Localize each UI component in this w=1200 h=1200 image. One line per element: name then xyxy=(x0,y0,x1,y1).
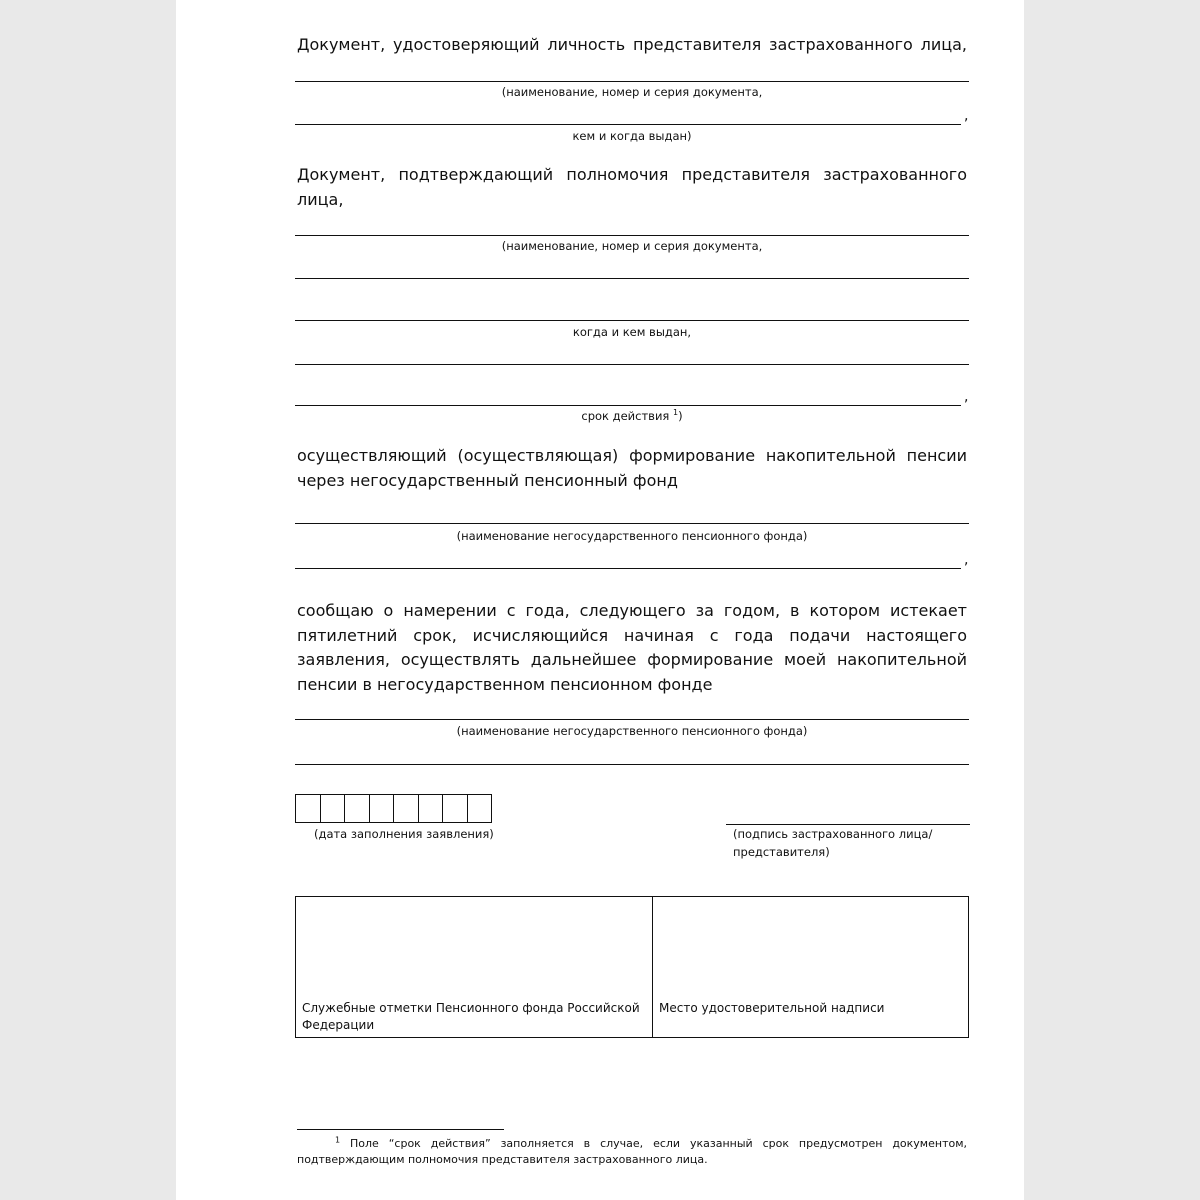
paragraph-pension-formation: осуществляющий (осуществляющая) формирование накопительной пенсии через негосударственный пенсионный фонд xyxy=(297,446,967,490)
date-cell[interactable] xyxy=(393,794,419,823)
date-cell[interactable] xyxy=(418,794,444,823)
box-divider xyxy=(652,897,653,1037)
caption-fund-name: (наименование негосударственного пенсионного фонда) xyxy=(456,529,808,543)
paragraph-intention: сообщаю о намерении с года, следующего за годом, в котором истекает пятилетний срок, исчисляющийся начиная с года подачи настоящего заявления, осуществлять дальнейшее формирование моей накопительной пенсии в негосударственном пенсионном фонде xyxy=(297,601,967,694)
service-marks-box xyxy=(295,896,969,1038)
input-line-authority-5[interactable] xyxy=(295,405,961,406)
date-cell[interactable] xyxy=(442,794,468,823)
caption-validity-text: срок действия xyxy=(581,409,670,423)
date-cell[interactable] xyxy=(320,794,346,823)
input-line-new-fund-1[interactable] xyxy=(295,719,969,720)
caption-id-issued: кем и когда выдан) xyxy=(572,129,692,143)
footnote xyxy=(297,1136,967,1168)
input-line-fund-2[interactable] xyxy=(295,568,961,569)
caption-new-fund-name: (наименование негосударственного пенсионного фонда) xyxy=(456,724,808,738)
footnote-mark: 1 xyxy=(335,1135,341,1145)
comma-mark: , xyxy=(964,108,969,124)
footnote-separator xyxy=(297,1129,504,1130)
date-cell[interactable] xyxy=(467,794,493,823)
input-line-fund-1[interactable] xyxy=(295,523,969,524)
caption-id-document: (наименование, номер и серия документа, xyxy=(501,85,763,99)
input-line-id-document[interactable] xyxy=(295,81,969,82)
date-cell[interactable] xyxy=(295,794,321,823)
pfr-marks-label: Служебные отметки Пенсионного фонда Российской Федерации xyxy=(302,1001,640,1032)
caption-validity-end: ) xyxy=(678,409,683,423)
input-line-id-issued[interactable] xyxy=(295,124,961,125)
input-line-authority-3[interactable] xyxy=(295,320,969,321)
certification-place-label: Место удостоверительной надписи xyxy=(659,1001,885,1015)
caption-authority-document: (наименование, номер и серия документа, xyxy=(501,239,763,253)
paragraph-representative-id: Документ, удостоверяющий личность представителя застрахованного лица, xyxy=(297,35,967,54)
caption-authority-issued: когда и кем выдан, xyxy=(572,325,692,339)
footnote-text: Поле “срок действия” заполняется в случае, если указанный срок предусмотрен документом, подтверждающим полномочия представителя застрахованного лица. xyxy=(297,1137,968,1166)
date-cell[interactable] xyxy=(369,794,395,823)
input-line-authority-1[interactable] xyxy=(295,235,969,236)
date-cell[interactable] xyxy=(344,794,370,823)
date-caption: (дата заполнения заявления) xyxy=(314,827,494,841)
footnote-ref: 1 xyxy=(673,408,679,418)
date-cells[interactable] xyxy=(295,794,492,823)
document-page xyxy=(176,0,1024,1200)
input-line-authority-4[interactable] xyxy=(295,364,969,365)
input-line-new-fund-2[interactable] xyxy=(295,764,969,765)
signature-caption: (подпись застрахованного лица/ представителя) xyxy=(733,827,933,859)
comma-mark: , xyxy=(964,389,969,405)
caption-validity xyxy=(295,409,969,423)
input-line-authority-2[interactable] xyxy=(295,278,969,279)
paragraph-authority-document: Документ, подтверждающий полномочия представителя застрахованного лица, xyxy=(297,165,967,209)
comma-mark: , xyxy=(964,552,969,568)
